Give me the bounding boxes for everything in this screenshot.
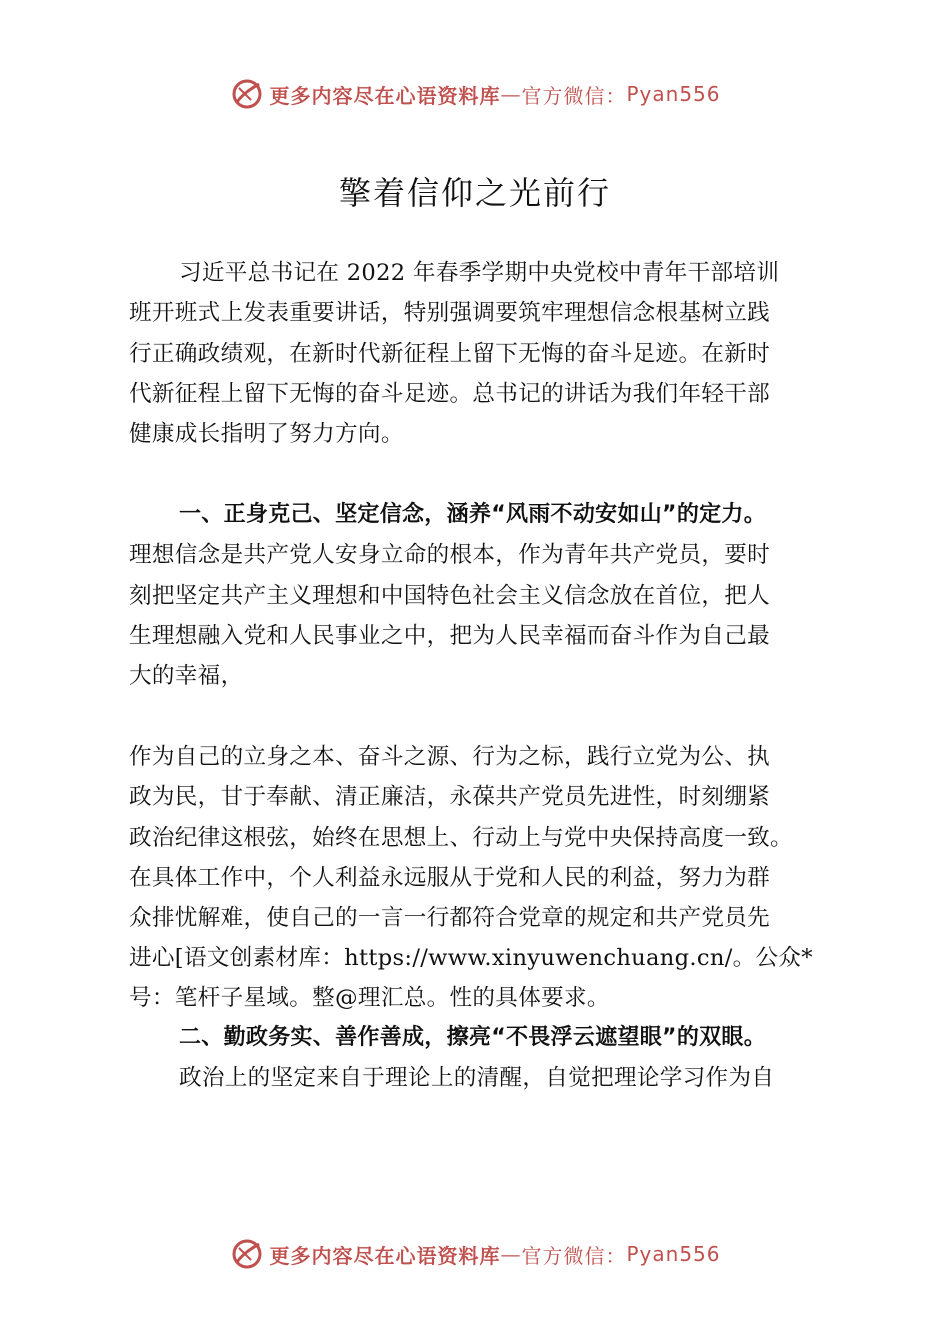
logo-icon: [229, 76, 265, 112]
body-line: 班开班式上发表重要讲话，特别强调要筑牢理想信念根基树立践: [129, 300, 771, 326]
watermark-contact-id: Pyan556: [626, 1242, 721, 1266]
watermark-separator: —: [500, 82, 522, 106]
body-line: 政为民，甘于奉献、清正廉洁，永葆共产党员先进性，时刻绷紧: [129, 784, 771, 810]
body-line: 众排忧解难，使自己的一言一行都符合党章的规定和共产党员先: [129, 905, 771, 931]
body-line: 政治纪律这根弦，始终在思想上、行动上与党中央保持高度一致。: [129, 825, 793, 851]
body-line: 号：笔杆子星域。整@理汇总。性的具体要求。: [129, 985, 610, 1011]
body-line: 作为自己的立身之本、奋斗之源、行为之标，践行立党为公、执: [129, 744, 771, 770]
body-line: 进心[语文创素材库：https://www.xinyuwenchuang.cn/。公众*: [129, 945, 813, 971]
body-line: 刻把坚定共产主义理想和中国特色社会主义信念放在首位，把人: [129, 583, 771, 609]
body-line: 在具体工作中，个人利益永远服从于党和人民的利益，努力为群: [129, 865, 771, 891]
body-line: 健康成长指明了努力方向。: [129, 421, 404, 447]
body-line: 生理想融入党和人民事业之中，把为人民幸福而奋斗作为自己最: [129, 623, 771, 649]
watermark-brand: 更多内容尽在心语资料库: [269, 1243, 501, 1268]
header-watermark: [0, 72, 950, 116]
body-line: 大的幸福，: [129, 663, 244, 689]
logo-icon: [229, 1236, 265, 1272]
section-heading-2: 二、勤政务实、善作善成，擦亮“不畏浮云遮望眼”的双眼。: [179, 1025, 767, 1050]
body-line: 理想信念是共产党人安身立命的根本，作为青年共产党员，要时: [129, 542, 771, 568]
document-title: 擎着信仰之光前行: [338, 174, 611, 212]
watermark-contact-label: 官方微信：: [521, 1243, 627, 1268]
body-line: 习近平总书记在 2022 年春季学期中央党校中青年干部培训: [179, 260, 780, 286]
watermark-contact-label: 官方微信：: [521, 83, 627, 108]
watermark-brand: 更多内容尽在心语资料库: [269, 83, 501, 108]
body-line: 政治上的坚定来自于理论上的清醒，自觉把理论学习作为自: [179, 1065, 775, 1091]
body-line: 行正确政绩观，在新时代新征程上留下无悔的奋斗足迹。在新时: [129, 341, 771, 367]
body-line: 代新征程上留下无悔的奋斗足迹。总书记的讲话为我们年轻干部: [129, 381, 771, 407]
watermark-separator: —: [500, 1242, 522, 1266]
section-heading-1: 一、正身克己、坚定信念，涵养“风雨不动安如山”的定力。: [179, 502, 767, 527]
watermark-contact-id: Pyan556: [626, 82, 721, 106]
footer-watermark: [0, 1232, 950, 1276]
